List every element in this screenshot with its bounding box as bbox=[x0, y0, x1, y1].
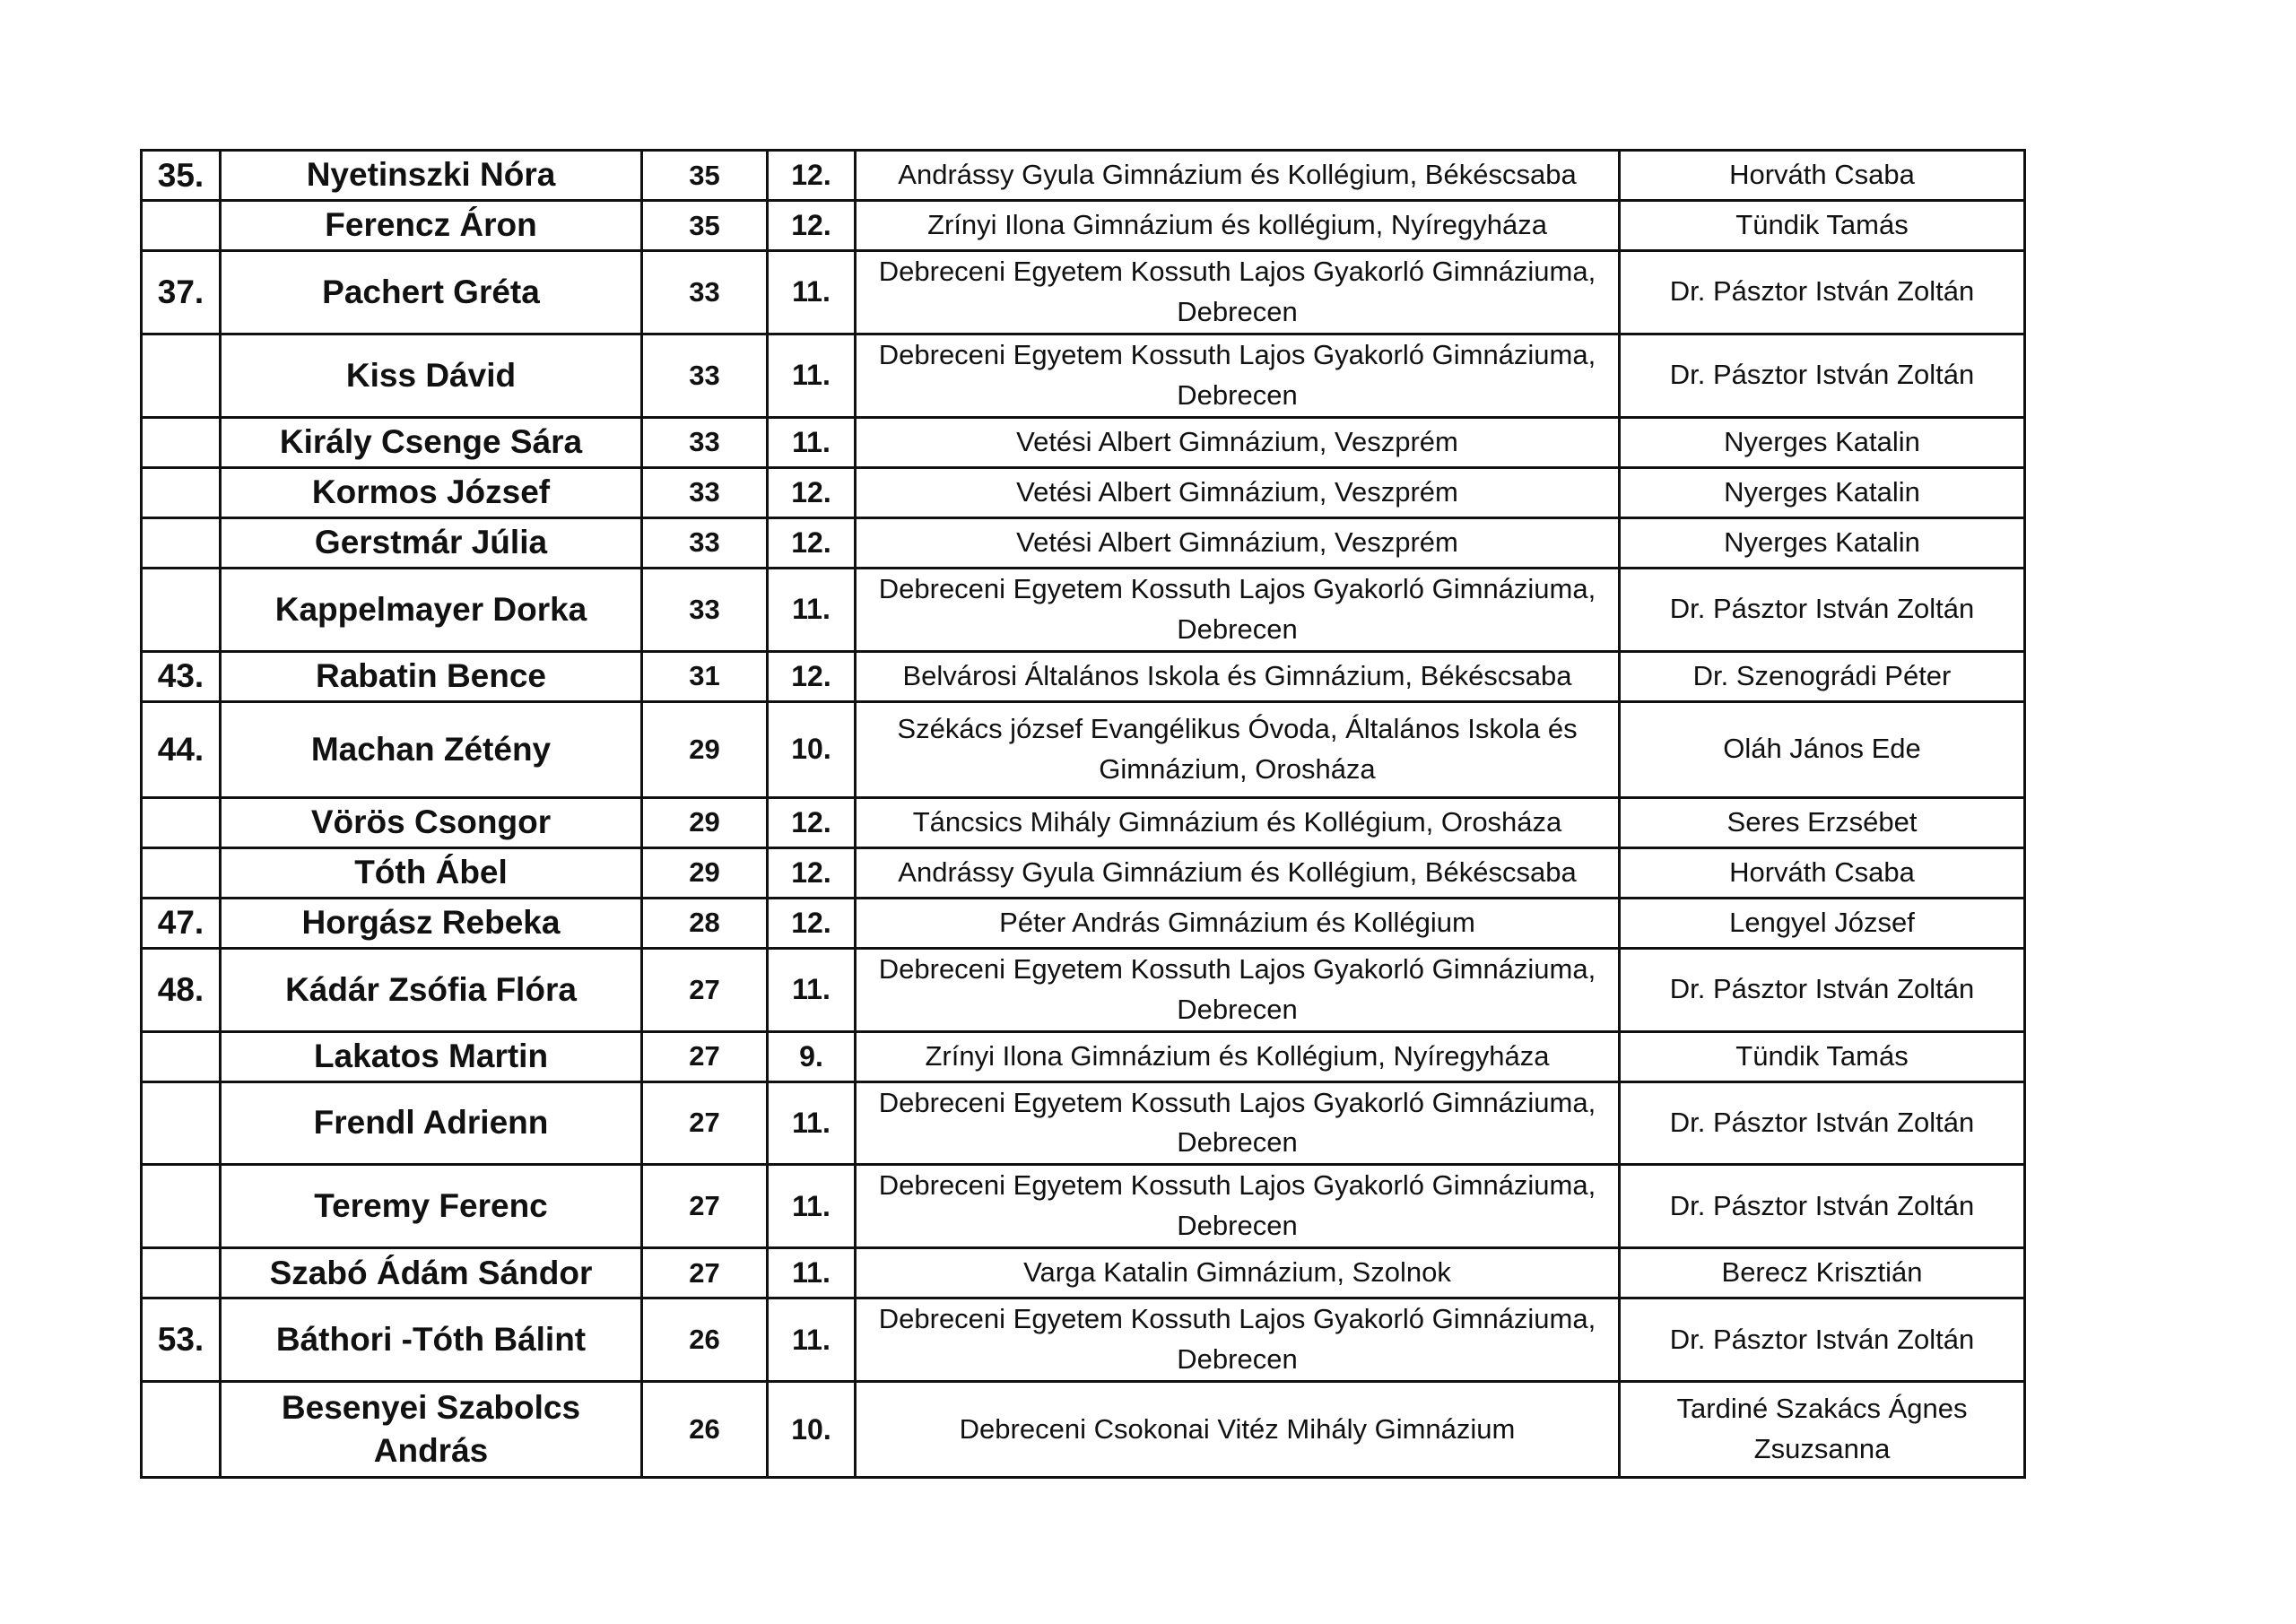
student-name-cell: Teremy Ferenc bbox=[221, 1165, 642, 1248]
score-cell: 27 bbox=[642, 948, 768, 1031]
table-row bbox=[142, 151, 2025, 201]
score-cell: 29 bbox=[642, 847, 768, 898]
table-row bbox=[142, 651, 2025, 701]
school-cell: Vetési Albert Gimnázium, Veszprém bbox=[856, 417, 1620, 467]
score-cell: 27 bbox=[642, 1248, 768, 1298]
student-name-cell: Machan Zétény bbox=[221, 701, 642, 797]
rank-cell: 44. bbox=[142, 701, 221, 797]
rank-cell bbox=[142, 1031, 221, 1081]
score-cell: 31 bbox=[642, 651, 768, 701]
grade-cell: 12. bbox=[768, 151, 856, 201]
school-cell: Debreceni Egyetem Kossuth Lajos Gyakorló Gimnáziuma, Debrecen bbox=[856, 568, 1620, 651]
rank-cell bbox=[142, 847, 221, 898]
teacher-cell: Tündik Tamás bbox=[1620, 201, 2025, 251]
teacher-cell: Dr. Pásztor István Zoltán bbox=[1620, 1081, 2025, 1165]
school-cell: Vetési Albert Gimnázium, Veszprém bbox=[856, 467, 1620, 517]
rank-cell bbox=[142, 797, 221, 847]
rank-cell bbox=[142, 334, 221, 417]
teacher-cell: Dr. Pásztor István Zoltán bbox=[1620, 1298, 2025, 1382]
score-cell: 33 bbox=[642, 417, 768, 467]
grade-cell: 12. bbox=[768, 651, 856, 701]
score-cell: 27 bbox=[642, 1081, 768, 1165]
grade-cell: 10. bbox=[768, 1382, 856, 1478]
score-cell: 35 bbox=[642, 151, 768, 201]
grade-cell: 9. bbox=[768, 1031, 856, 1081]
grade-cell: 12. bbox=[768, 467, 856, 517]
rank-cell: 43. bbox=[142, 651, 221, 701]
grade-cell: 12. bbox=[768, 201, 856, 251]
teacher-cell: Nyerges Katalin bbox=[1620, 517, 2025, 568]
rank-cell bbox=[142, 1248, 221, 1298]
rank-cell bbox=[142, 1165, 221, 1248]
school-cell: Debreceni Egyetem Kossuth Lajos Gyakorló Gimnáziuma, Debrecen bbox=[856, 251, 1620, 334]
grade-cell: 11. bbox=[768, 334, 856, 417]
table-row bbox=[142, 568, 2025, 651]
teacher-cell: Tardiné Szakács Ágnes Zsuzsanna bbox=[1620, 1382, 2025, 1478]
rank-cell bbox=[142, 1382, 221, 1478]
score-cell: 33 bbox=[642, 251, 768, 334]
rank-cell bbox=[142, 201, 221, 251]
teacher-cell: Dr. Pásztor István Zoltán bbox=[1620, 948, 2025, 1031]
grade-cell: 11. bbox=[768, 1298, 856, 1382]
table-row bbox=[142, 847, 2025, 898]
rank-cell bbox=[142, 517, 221, 568]
school-cell: Andrássy Gyula Gimnázium és Kollégium, Békéscsaba bbox=[856, 151, 1620, 201]
grade-cell: 11. bbox=[768, 417, 856, 467]
teacher-cell: Tündik Tamás bbox=[1620, 1031, 2025, 1081]
teacher-cell: Seres Erzsébet bbox=[1620, 797, 2025, 847]
school-cell: Varga Katalin Gimnázium, Szolnok bbox=[856, 1248, 1620, 1298]
teacher-cell: Nyerges Katalin bbox=[1620, 417, 2025, 467]
grade-cell: 11. bbox=[768, 1081, 856, 1165]
school-cell: Andrássy Gyula Gimnázium és Kollégium, Békéscsaba bbox=[856, 847, 1620, 898]
student-name-cell: Vörös Csongor bbox=[221, 797, 642, 847]
school-cell: Debreceni Egyetem Kossuth Lajos Gyakorló Gimnáziuma, Debrecen bbox=[856, 1081, 1620, 1165]
student-name-cell: Lakatos Martin bbox=[221, 1031, 642, 1081]
table-row bbox=[142, 1382, 2025, 1478]
school-cell: Debreceni Egyetem Kossuth Lajos Gyakorló Gimnáziuma, Debrecen bbox=[856, 1165, 1620, 1248]
score-cell: 29 bbox=[642, 701, 768, 797]
rank-cell: 48. bbox=[142, 948, 221, 1031]
grade-cell: 11. bbox=[768, 948, 856, 1031]
table-row bbox=[142, 948, 2025, 1031]
table-row bbox=[142, 334, 2025, 417]
table-row bbox=[142, 1081, 2025, 1165]
student-name-cell: Horgász Rebeka bbox=[221, 898, 642, 948]
student-name-cell: Kádár Zsófia Flóra bbox=[221, 948, 642, 1031]
teacher-cell: Horváth Csaba bbox=[1620, 847, 2025, 898]
rank-cell: 37. bbox=[142, 251, 221, 334]
rank-cell bbox=[142, 417, 221, 467]
student-name-cell: Király Csenge Sára bbox=[221, 417, 642, 467]
student-name-cell: Kappelmayer Dorka bbox=[221, 568, 642, 651]
teacher-cell: Dr. Pásztor István Zoltán bbox=[1620, 568, 2025, 651]
school-cell: Zrínyi Ilona Gimnázium és Kollégium, Nyíregyháza bbox=[856, 1031, 1620, 1081]
student-name-cell: Gerstmár Júlia bbox=[221, 517, 642, 568]
school-cell: Péter András Gimnázium és Kollégium bbox=[856, 898, 1620, 948]
rank-cell bbox=[142, 467, 221, 517]
school-cell: Debreceni Csokonai Vitéz Mihály Gimnázium bbox=[856, 1382, 1620, 1478]
score-cell: 27 bbox=[642, 1031, 768, 1081]
school-cell: Vetési Albert Gimnázium, Veszprém bbox=[856, 517, 1620, 568]
student-name-cell: Rabatin Bence bbox=[221, 651, 642, 701]
student-name-cell: Besenyei Szabolcs András bbox=[221, 1382, 642, 1478]
table-row bbox=[142, 1165, 2025, 1248]
teacher-cell: Lengyel József bbox=[1620, 898, 2025, 948]
teacher-cell: Horváth Csaba bbox=[1620, 151, 2025, 201]
table-row bbox=[142, 898, 2025, 948]
rank-cell: 47. bbox=[142, 898, 221, 948]
score-cell: 33 bbox=[642, 568, 768, 651]
table-row bbox=[142, 467, 2025, 517]
score-cell: 27 bbox=[642, 1165, 768, 1248]
score-cell: 33 bbox=[642, 467, 768, 517]
grade-cell: 11. bbox=[768, 251, 856, 334]
school-cell: Táncsics Mihály Gimnázium és Kollégium, Orosháza bbox=[856, 797, 1620, 847]
results-table bbox=[140, 149, 2026, 1479]
score-cell: 33 bbox=[642, 517, 768, 568]
rank-cell: 35. bbox=[142, 151, 221, 201]
grade-cell: 12. bbox=[768, 847, 856, 898]
teacher-cell: Dr. Pásztor István Zoltán bbox=[1620, 251, 2025, 334]
school-cell: Belvárosi Általános Iskola és Gimnázium, Békéscsaba bbox=[856, 651, 1620, 701]
student-name-cell: Báthori -Tóth Bálint bbox=[221, 1298, 642, 1382]
student-name-cell: Frendl Adrienn bbox=[221, 1081, 642, 1165]
grade-cell: 12. bbox=[768, 517, 856, 568]
table-row bbox=[142, 701, 2025, 797]
score-cell: 35 bbox=[642, 201, 768, 251]
table-row bbox=[142, 1248, 2025, 1298]
student-name-cell: Kormos József bbox=[221, 467, 642, 517]
grade-cell: 11. bbox=[768, 568, 856, 651]
student-name-cell: Kiss Dávid bbox=[221, 334, 642, 417]
score-cell: 26 bbox=[642, 1382, 768, 1478]
student-name-cell: Ferencz Áron bbox=[221, 201, 642, 251]
rank-cell: 53. bbox=[142, 1298, 221, 1382]
school-cell: Debreceni Egyetem Kossuth Lajos Gyakorló Gimnáziuma, Debrecen bbox=[856, 948, 1620, 1031]
rank-cell bbox=[142, 1081, 221, 1165]
results-table-body bbox=[142, 151, 2025, 1478]
school-cell: Debreceni Egyetem Kossuth Lajos Gyakorló Gimnáziuma, Debrecen bbox=[856, 1298, 1620, 1382]
student-name-cell: Nyetinszki Nóra bbox=[221, 151, 642, 201]
table-row bbox=[142, 1298, 2025, 1382]
teacher-cell: Dr. Szenográdi Péter bbox=[1620, 651, 2025, 701]
school-cell: Zrínyi Ilona Gimnázium és kollégium, Nyíregyháza bbox=[856, 201, 1620, 251]
student-name-cell: Pachert Gréta bbox=[221, 251, 642, 334]
student-name-cell: Szabó Ádám Sándor bbox=[221, 1248, 642, 1298]
table-row bbox=[142, 251, 2025, 334]
table-row bbox=[142, 201, 2025, 251]
table-row bbox=[142, 797, 2025, 847]
table-row bbox=[142, 1031, 2025, 1081]
score-cell: 29 bbox=[642, 797, 768, 847]
grade-cell: 11. bbox=[768, 1248, 856, 1298]
teacher-cell: Berecz Krisztián bbox=[1620, 1248, 2025, 1298]
teacher-cell: Dr. Pásztor István Zoltán bbox=[1620, 1165, 2025, 1248]
student-name-cell: Tóth Ábel bbox=[221, 847, 642, 898]
grade-cell: 12. bbox=[768, 797, 856, 847]
school-cell: Debreceni Egyetem Kossuth Lajos Gyakorló Gimnáziuma, Debrecen bbox=[856, 334, 1620, 417]
teacher-cell: Nyerges Katalin bbox=[1620, 467, 2025, 517]
grade-cell: 11. bbox=[768, 1165, 856, 1248]
score-cell: 33 bbox=[642, 334, 768, 417]
table-row bbox=[142, 417, 2025, 467]
grade-cell: 12. bbox=[768, 898, 856, 948]
teacher-cell: Oláh János Ede bbox=[1620, 701, 2025, 797]
school-cell: Székács józsef Evangélikus Óvoda, Általános Iskola és Gimnázium, Orosháza bbox=[856, 701, 1620, 797]
grade-cell: 10. bbox=[768, 701, 856, 797]
score-cell: 26 bbox=[642, 1298, 768, 1382]
table-row bbox=[142, 517, 2025, 568]
score-cell: 28 bbox=[642, 898, 768, 948]
teacher-cell: Dr. Pásztor István Zoltán bbox=[1620, 334, 2025, 417]
rank-cell bbox=[142, 568, 221, 651]
